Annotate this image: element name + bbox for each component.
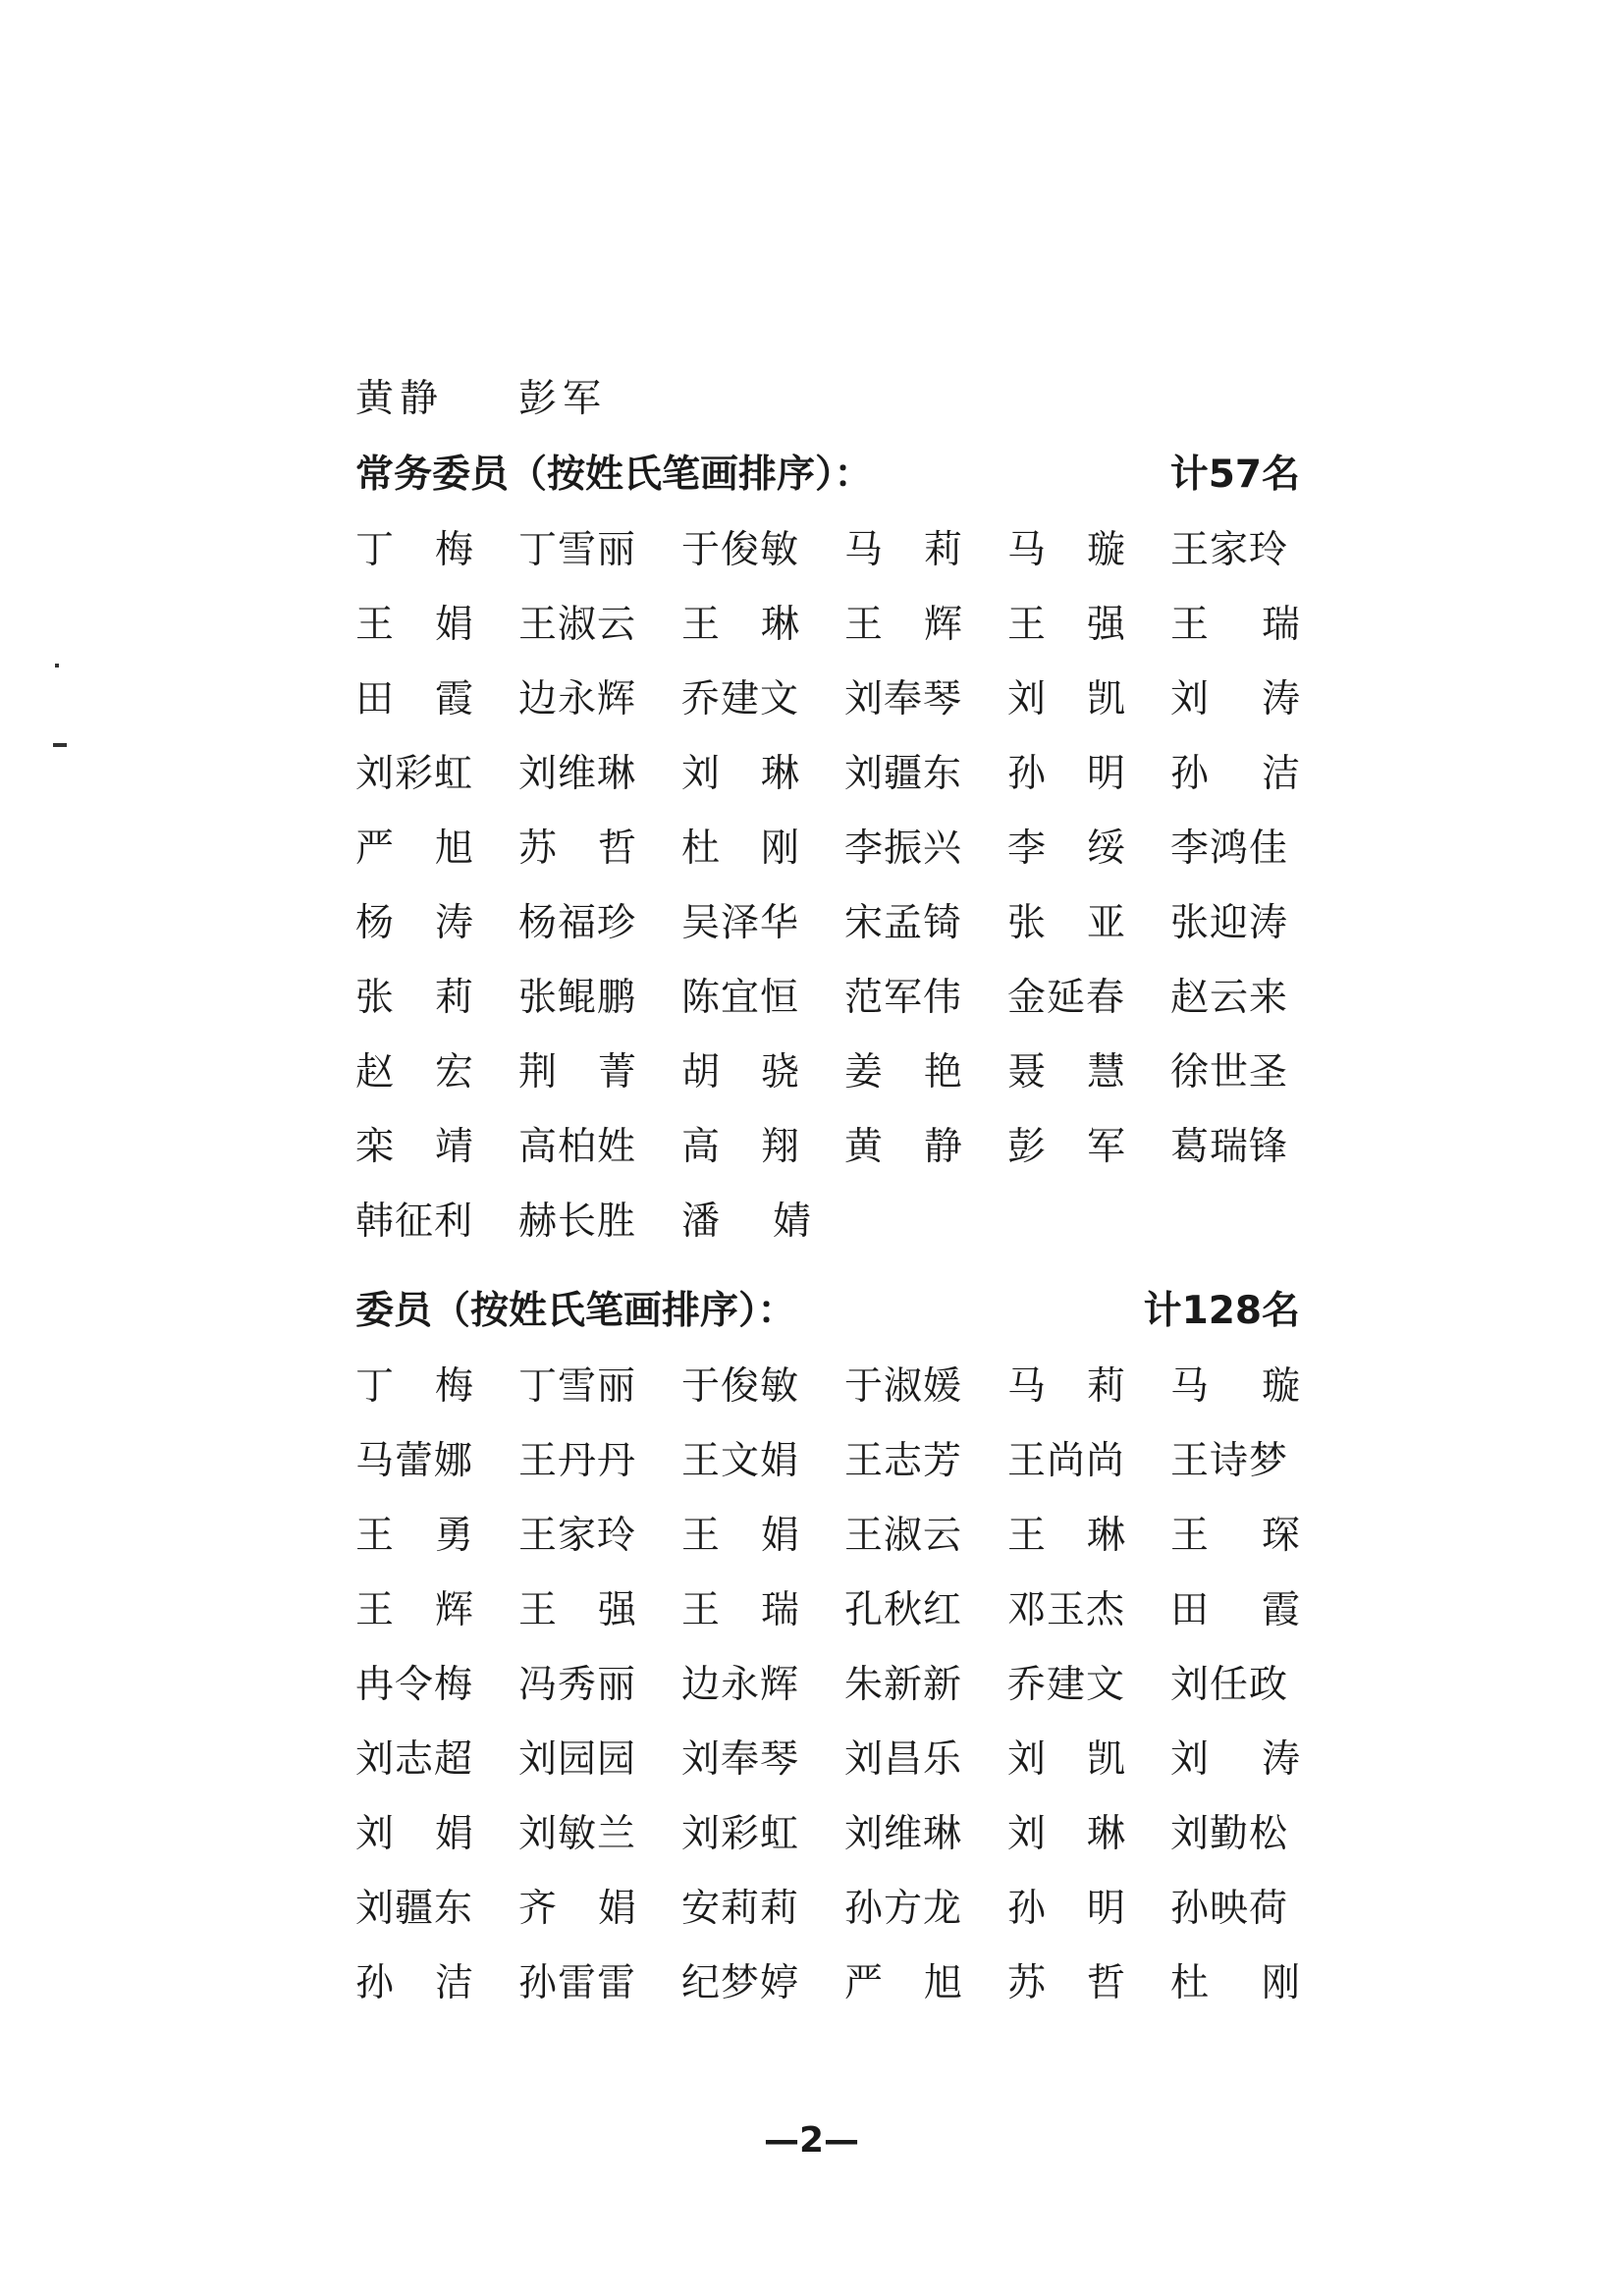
person-name: 刘任政 <box>1170 1663 1289 1707</box>
person-name: 冉令梅 <box>355 1663 474 1707</box>
person-name: 乔建文 <box>1007 1663 1126 1707</box>
person-name: 王家玲 <box>518 1514 637 1558</box>
person-name: 陈宜恒 <box>681 976 800 1020</box>
person-name: 范军伟 <box>844 976 963 1020</box>
scan-mark <box>53 743 67 747</box>
person-name: 潘 婧 <box>681 1200 811 1244</box>
person-name: 王家玲 <box>1170 528 1289 572</box>
name-row <box>355 957 1300 1032</box>
person-name: 刘奉琴 <box>681 1737 800 1782</box>
person-name: 王 辉 <box>355 1588 473 1632</box>
person-name: 王 辉 <box>844 603 962 647</box>
person-name: 彭 军 <box>1007 1125 1125 1169</box>
members-list <box>355 1346 1300 2017</box>
person-name: 刘敏兰 <box>518 1812 637 1856</box>
person-name: 边永辉 <box>681 1663 800 1707</box>
person-name: 严 旭 <box>355 827 473 871</box>
person-name: 刘疆东 <box>355 1887 474 1931</box>
name-row <box>355 1106 1300 1181</box>
name-row <box>355 1495 1300 1570</box>
person-name: 黄 静 <box>355 377 438 421</box>
person-name: 刘 凯 <box>1007 677 1125 721</box>
name-row <box>355 808 1300 882</box>
person-name: 刘志超 <box>355 1737 474 1782</box>
person-name: 荆 菁 <box>518 1050 636 1095</box>
person-name: 丁雪丽 <box>518 1364 637 1409</box>
scan-mark <box>55 664 59 667</box>
person-name: 冯秀丽 <box>518 1663 637 1707</box>
name-row <box>355 1943 1300 2017</box>
person-name: 胡 骁 <box>681 1050 799 1095</box>
person-name: 高柏姓 <box>518 1125 637 1169</box>
person-name: 刘 琳 <box>1007 1812 1125 1856</box>
person-name: 刘维琳 <box>518 752 637 796</box>
person-name: 高 翔 <box>681 1125 799 1169</box>
person-name: 于俊敏 <box>681 1364 800 1409</box>
standing-committee-heading <box>355 433 1300 509</box>
person-name: 王文娟 <box>681 1439 800 1483</box>
person-name: 齐 娟 <box>518 1887 636 1931</box>
name-row <box>355 882 1300 957</box>
members-count: 计128名 <box>1143 1289 1300 1333</box>
person-name: 赵云来 <box>1170 976 1289 1020</box>
members-heading <box>355 1269 1300 1346</box>
person-name: 金延春 <box>1007 976 1126 1020</box>
person-name: 刘 琳 <box>681 752 799 796</box>
person-name: 刘彩虹 <box>355 752 474 796</box>
person-name: 苏 哲 <box>1007 1961 1125 2005</box>
person-name: 王 琳 <box>681 603 799 647</box>
person-name: 杨福珍 <box>518 901 637 945</box>
person-name: 杜 刚 <box>1170 1961 1300 2005</box>
person-name: 马 璇 <box>1170 1364 1300 1409</box>
person-name: 苏 哲 <box>518 827 636 871</box>
name-row <box>355 1793 1300 1868</box>
standing-committee-list <box>355 509 1300 1255</box>
person-name: 孙雷雷 <box>518 1961 637 2005</box>
name-list-content <box>355 358 1300 2017</box>
standing-committee-title: 常务委员（按姓氏笔画排序）： <box>355 453 873 497</box>
person-name: 朱新新 <box>844 1663 963 1707</box>
person-name: 马 璇 <box>1007 528 1125 572</box>
person-name: 纪梦婷 <box>681 1961 800 2005</box>
person-name: 于淑媛 <box>844 1364 963 1409</box>
person-name: 刘奉琴 <box>844 677 963 721</box>
person-name: 孔秋红 <box>844 1588 963 1632</box>
person-name: 刘疆东 <box>844 752 963 796</box>
person-name: 王诗梦 <box>1170 1439 1289 1483</box>
person-name: 严 旭 <box>844 1961 962 2005</box>
person-name: 刘 涛 <box>1170 1737 1300 1782</box>
members-title: 委员（按姓氏笔画排序）： <box>355 1289 796 1333</box>
person-name: 栾 靖 <box>355 1125 473 1169</box>
person-name: 丁 梅 <box>355 1364 473 1409</box>
name-row <box>355 659 1300 733</box>
continued-names-row <box>355 358 1300 433</box>
person-name: 张迎涛 <box>1170 901 1289 945</box>
person-name: 刘勤松 <box>1170 1812 1289 1856</box>
person-name: 田 霞 <box>1170 1588 1300 1632</box>
name-row <box>355 1181 1300 1255</box>
person-name: 张 莉 <box>355 976 473 1020</box>
standing-committee-count: 计57名 <box>1169 453 1300 497</box>
person-name: 王淑云 <box>844 1514 963 1558</box>
person-name: 王尚尚 <box>1007 1439 1126 1483</box>
person-name: 徐世圣 <box>1170 1050 1289 1095</box>
person-name: 韩征利 <box>355 1200 474 1244</box>
person-name: 丁 梅 <box>355 528 473 572</box>
name-row <box>355 1719 1300 1793</box>
person-name: 王 琳 <box>1007 1514 1125 1558</box>
person-name: 马 莉 <box>1007 1364 1125 1409</box>
person-name: 黄 静 <box>844 1125 962 1169</box>
name-row <box>355 733 1300 808</box>
person-name: 刘昌乐 <box>844 1737 963 1782</box>
person-name: 杨 涛 <box>355 901 473 945</box>
person-name: 刘维琳 <box>844 1812 963 1856</box>
person-name: 安莉莉 <box>681 1887 800 1931</box>
person-name: 李鸿佳 <box>1170 827 1289 871</box>
person-name: 孙 明 <box>1007 752 1125 796</box>
person-name: 李 绥 <box>1007 827 1125 871</box>
person-name: 聂 慧 <box>1007 1050 1125 1095</box>
person-name: 王 娟 <box>355 603 473 647</box>
person-name: 孙方龙 <box>844 1887 963 1931</box>
person-name: 丁雪丽 <box>518 528 637 572</box>
person-name: 彭 军 <box>518 377 601 421</box>
page-number: —2— <box>763 2120 860 2161</box>
person-name: 张 亚 <box>1007 901 1125 945</box>
person-name: 李振兴 <box>844 827 963 871</box>
person-name: 孙 洁 <box>1170 752 1300 796</box>
person-name: 马蕾娜 <box>355 1439 474 1483</box>
person-name: 宋孟锜 <box>844 901 963 945</box>
name-row <box>355 1644 1300 1719</box>
name-row <box>355 1346 1300 1420</box>
person-name: 乔建文 <box>681 677 800 721</box>
person-name: 王 瑞 <box>681 1588 799 1632</box>
person-name: 王 强 <box>518 1588 636 1632</box>
person-name: 吴泽华 <box>681 901 800 945</box>
person-name: 王淑云 <box>518 603 637 647</box>
person-name: 杜 刚 <box>681 827 799 871</box>
name-row <box>355 509 1300 584</box>
person-name: 王 娟 <box>681 1514 799 1558</box>
person-name: 孙 明 <box>1007 1887 1125 1931</box>
person-name: 王 强 <box>1007 603 1125 647</box>
person-name: 葛瑞锋 <box>1170 1125 1289 1169</box>
person-name: 赫长胜 <box>518 1200 637 1244</box>
person-name: 边永辉 <box>518 677 637 721</box>
person-name: 刘 凯 <box>1007 1737 1125 1782</box>
person-name: 王 琛 <box>1170 1514 1300 1558</box>
person-name: 刘 涛 <box>1170 677 1300 721</box>
person-name: 张鲲鹏 <box>518 976 637 1020</box>
person-name: 刘 娟 <box>355 1812 473 1856</box>
person-name: 赵 宏 <box>355 1050 473 1095</box>
person-name: 邓玉杰 <box>1007 1588 1126 1632</box>
person-name: 姜 艳 <box>844 1050 962 1095</box>
person-name: 王 瑞 <box>1170 603 1300 647</box>
name-row <box>355 1032 1300 1106</box>
person-name: 孙映荷 <box>1170 1887 1289 1931</box>
person-name: 田 霞 <box>355 677 473 721</box>
person-name: 王丹丹 <box>518 1439 637 1483</box>
name-row <box>355 584 1300 659</box>
name-row <box>355 1868 1300 1943</box>
person-name: 王 勇 <box>355 1514 473 1558</box>
person-name: 王志芳 <box>844 1439 963 1483</box>
name-row <box>355 1570 1300 1644</box>
person-name: 刘园园 <box>518 1737 637 1782</box>
name-row <box>355 1420 1300 1495</box>
person-name: 于俊敏 <box>681 528 800 572</box>
person-name: 孙 洁 <box>355 1961 473 2005</box>
person-name: 马 莉 <box>844 528 962 572</box>
person-name: 刘彩虹 <box>681 1812 800 1856</box>
